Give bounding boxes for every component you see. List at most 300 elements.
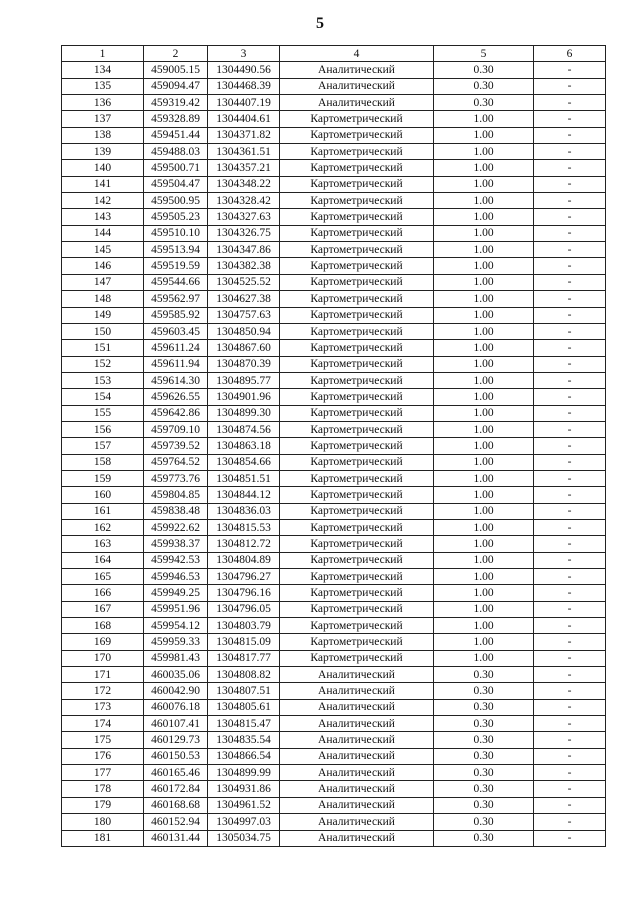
cell-y-coordinate: 1304371.82 <box>208 127 280 143</box>
cell-note: - <box>534 62 606 78</box>
cell-point-number: 153 <box>62 372 144 388</box>
cell-point-number: 160 <box>62 487 144 503</box>
cell-x-coordinate: 459519.59 <box>144 258 208 274</box>
cell-y-coordinate: 1304895.77 <box>208 372 280 388</box>
cell-x-coordinate: 459739.52 <box>144 438 208 454</box>
cell-y-coordinate: 1304961.52 <box>208 797 280 813</box>
cell-point-number: 165 <box>62 569 144 585</box>
cell-note: - <box>534 519 606 535</box>
cell-point-number: 140 <box>62 160 144 176</box>
cell-point-number: 169 <box>62 634 144 650</box>
cell-note: - <box>534 454 606 470</box>
cell-point-number: 175 <box>62 732 144 748</box>
cell-y-coordinate: 1304796.27 <box>208 569 280 585</box>
cell-point-number: 157 <box>62 438 144 454</box>
cell-y-coordinate: 1304851.51 <box>208 470 280 486</box>
table-row <box>62 748 606 764</box>
cell-method: Картометрический <box>280 242 434 258</box>
cell-note: - <box>534 585 606 601</box>
cell-note: - <box>534 389 606 405</box>
cell-accuracy: 0.30 <box>434 797 534 813</box>
cell-accuracy: 1.00 <box>434 421 534 437</box>
cell-point-number: 180 <box>62 814 144 830</box>
cell-x-coordinate: 459614.30 <box>144 372 208 388</box>
cell-y-coordinate: 1304867.60 <box>208 340 280 356</box>
table-row <box>62 274 606 290</box>
cell-note: - <box>534 797 606 813</box>
cell-method: Картометрический <box>280 634 434 650</box>
cell-x-coordinate: 459773.76 <box>144 470 208 486</box>
cell-y-coordinate: 1304815.47 <box>208 716 280 732</box>
table-row <box>62 356 606 372</box>
cell-method: Картометрический <box>280 585 434 601</box>
cell-note: - <box>534 667 606 683</box>
cell-point-number: 134 <box>62 62 144 78</box>
cell-note: - <box>534 732 606 748</box>
cell-note: - <box>534 372 606 388</box>
cell-y-coordinate: 1304836.03 <box>208 503 280 519</box>
table-row <box>62 78 606 94</box>
table-row <box>62 601 606 617</box>
cell-accuracy: 1.00 <box>434 454 534 470</box>
table-row <box>62 421 606 437</box>
cell-note: - <box>534 307 606 323</box>
cell-point-number: 155 <box>62 405 144 421</box>
cell-method: Картометрический <box>280 569 434 585</box>
cell-accuracy: 1.00 <box>434 618 534 634</box>
header-col-2: 2 <box>144 46 208 62</box>
cell-note: - <box>534 405 606 421</box>
cell-x-coordinate: 459544.66 <box>144 274 208 290</box>
cell-accuracy: 0.30 <box>434 716 534 732</box>
cell-x-coordinate: 459319.42 <box>144 95 208 111</box>
cell-point-number: 170 <box>62 650 144 666</box>
cell-point-number: 150 <box>62 323 144 339</box>
cell-method: Картометрический <box>280 111 434 127</box>
cell-accuracy: 1.00 <box>434 438 534 454</box>
cell-x-coordinate: 459562.97 <box>144 291 208 307</box>
header-col-3: 3 <box>208 46 280 62</box>
table-row <box>62 127 606 143</box>
cell-point-number: 147 <box>62 274 144 290</box>
cell-note: - <box>534 193 606 209</box>
table-row <box>62 830 606 846</box>
cell-point-number: 141 <box>62 176 144 192</box>
cell-accuracy: 1.00 <box>434 536 534 552</box>
cell-y-coordinate: 1304468.39 <box>208 78 280 94</box>
cell-accuracy: 1.00 <box>434 111 534 127</box>
cell-x-coordinate: 460035.06 <box>144 667 208 683</box>
cell-accuracy: 0.30 <box>434 765 534 781</box>
cell-y-coordinate: 1304525.52 <box>208 274 280 290</box>
cell-accuracy: 0.30 <box>434 78 534 94</box>
cell-method: Картометрический <box>280 470 434 486</box>
cell-y-coordinate: 1304407.19 <box>208 95 280 111</box>
table-row <box>62 389 606 405</box>
cell-accuracy: 1.00 <box>434 209 534 225</box>
table-row <box>62 487 606 503</box>
cell-accuracy: 1.00 <box>434 340 534 356</box>
cell-y-coordinate: 1304870.39 <box>208 356 280 372</box>
cell-x-coordinate: 459500.95 <box>144 193 208 209</box>
cell-point-number: 158 <box>62 454 144 470</box>
cell-point-number: 172 <box>62 683 144 699</box>
cell-point-number: 149 <box>62 307 144 323</box>
cell-note: - <box>534 650 606 666</box>
cell-accuracy: 1.00 <box>434 258 534 274</box>
cell-method: Аналитический <box>280 62 434 78</box>
cell-accuracy: 1.00 <box>434 470 534 486</box>
cell-note: - <box>534 634 606 650</box>
table-row <box>62 536 606 552</box>
cell-method: Картометрический <box>280 650 434 666</box>
cell-method: Картометрический <box>280 454 434 470</box>
cell-accuracy: 0.30 <box>434 667 534 683</box>
cell-x-coordinate: 459938.37 <box>144 536 208 552</box>
cell-x-coordinate: 459505.23 <box>144 209 208 225</box>
cell-note: - <box>534 258 606 274</box>
cell-method: Аналитический <box>280 716 434 732</box>
cell-point-number: 142 <box>62 193 144 209</box>
cell-accuracy: 1.00 <box>434 242 534 258</box>
table-row <box>62 323 606 339</box>
table-row <box>62 160 606 176</box>
cell-method: Картометрический <box>280 258 434 274</box>
cell-accuracy: 1.00 <box>434 405 534 421</box>
cell-y-coordinate: 1304361.51 <box>208 144 280 160</box>
cell-y-coordinate: 1304899.99 <box>208 765 280 781</box>
cell-x-coordinate: 459959.33 <box>144 634 208 650</box>
cell-method: Аналитический <box>280 667 434 683</box>
table-row <box>62 209 606 225</box>
table-row <box>62 372 606 388</box>
cell-y-coordinate: 1304815.09 <box>208 634 280 650</box>
table-row <box>62 519 606 535</box>
cell-method: Аналитический <box>280 732 434 748</box>
cell-note: - <box>534 438 606 454</box>
cell-y-coordinate: 1304796.05 <box>208 601 280 617</box>
table-row <box>62 193 606 209</box>
cell-x-coordinate: 460165.46 <box>144 765 208 781</box>
table-row <box>62 470 606 486</box>
cell-note: - <box>534 765 606 781</box>
cell-accuracy: 0.30 <box>434 814 534 830</box>
cell-note: - <box>534 601 606 617</box>
cell-y-coordinate: 1304863.18 <box>208 438 280 454</box>
cell-y-coordinate: 1304874.56 <box>208 421 280 437</box>
cell-x-coordinate: 459611.24 <box>144 340 208 356</box>
cell-x-coordinate: 459946.53 <box>144 569 208 585</box>
cell-y-coordinate: 1304326.75 <box>208 225 280 241</box>
cell-note: - <box>534 536 606 552</box>
table-row <box>62 405 606 421</box>
cell-method: Аналитический <box>280 781 434 797</box>
cell-method: Картометрический <box>280 127 434 143</box>
cell-method: Картометрический <box>280 307 434 323</box>
cell-accuracy: 1.00 <box>434 519 534 535</box>
cell-y-coordinate: 1304817.77 <box>208 650 280 666</box>
cell-y-coordinate: 1304348.22 <box>208 176 280 192</box>
cell-x-coordinate: 459513.94 <box>144 242 208 258</box>
table-row <box>62 307 606 323</box>
table-row <box>62 634 606 650</box>
cell-method: Картометрический <box>280 421 434 437</box>
table-row <box>62 814 606 830</box>
header-col-6: 6 <box>534 46 606 62</box>
cell-x-coordinate: 459951.96 <box>144 601 208 617</box>
cell-note: - <box>534 569 606 585</box>
header-row <box>62 46 606 62</box>
cell-accuracy: 1.00 <box>434 569 534 585</box>
cell-point-number: 167 <box>62 601 144 617</box>
cell-point-number: 143 <box>62 209 144 225</box>
cell-method: Картометрический <box>280 144 434 160</box>
cell-x-coordinate: 460172.84 <box>144 781 208 797</box>
table-row <box>62 95 606 111</box>
cell-y-coordinate: 1304866.54 <box>208 748 280 764</box>
cell-x-coordinate: 460042.90 <box>144 683 208 699</box>
cell-method: Картометрический <box>280 209 434 225</box>
cell-point-number: 135 <box>62 78 144 94</box>
cell-note: - <box>534 127 606 143</box>
cell-accuracy: 1.00 <box>434 372 534 388</box>
cell-note: - <box>534 716 606 732</box>
cell-x-coordinate: 459804.85 <box>144 487 208 503</box>
cell-y-coordinate: 1304803.79 <box>208 618 280 634</box>
table-row <box>62 176 606 192</box>
cell-accuracy: 0.30 <box>434 732 534 748</box>
cell-method: Аналитический <box>280 748 434 764</box>
cell-accuracy: 1.00 <box>434 307 534 323</box>
cell-x-coordinate: 460129.73 <box>144 732 208 748</box>
cell-accuracy: 1.00 <box>434 389 534 405</box>
cell-y-coordinate: 1304844.12 <box>208 487 280 503</box>
table-row <box>62 781 606 797</box>
table-row <box>62 585 606 601</box>
cell-note: - <box>534 552 606 568</box>
cell-point-number: 181 <box>62 830 144 846</box>
cell-point-number: 178 <box>62 781 144 797</box>
cell-accuracy: 1.00 <box>434 634 534 650</box>
cell-y-coordinate: 1304815.53 <box>208 519 280 535</box>
cell-method: Картометрический <box>280 601 434 617</box>
cell-x-coordinate: 459500.71 <box>144 160 208 176</box>
cell-point-number: 168 <box>62 618 144 634</box>
cell-x-coordinate: 459488.03 <box>144 144 208 160</box>
cell-accuracy: 1.00 <box>434 650 534 666</box>
cell-point-number: 144 <box>62 225 144 241</box>
cell-note: - <box>534 78 606 94</box>
cell-method: Картометрический <box>280 438 434 454</box>
cell-method: Аналитический <box>280 830 434 846</box>
cell-x-coordinate: 459626.55 <box>144 389 208 405</box>
cell-y-coordinate: 1304627.38 <box>208 291 280 307</box>
cell-method: Аналитический <box>280 814 434 830</box>
cell-note: - <box>534 683 606 699</box>
cell-y-coordinate: 1304931.86 <box>208 781 280 797</box>
cell-note: - <box>534 291 606 307</box>
header-col-1: 1 <box>62 46 144 62</box>
cell-y-coordinate: 1304835.54 <box>208 732 280 748</box>
cell-accuracy: 1.00 <box>434 356 534 372</box>
cell-y-coordinate: 1304804.89 <box>208 552 280 568</box>
cell-y-coordinate: 1304328.42 <box>208 193 280 209</box>
cell-accuracy: 1.00 <box>434 601 534 617</box>
cell-x-coordinate: 459942.53 <box>144 552 208 568</box>
cell-method: Картометрический <box>280 340 434 356</box>
cell-x-coordinate: 459094.47 <box>144 78 208 94</box>
cell-point-number: 166 <box>62 585 144 601</box>
cell-x-coordinate: 459981.43 <box>144 650 208 666</box>
cell-y-coordinate: 1304812.72 <box>208 536 280 552</box>
table-row <box>62 258 606 274</box>
cell-note: - <box>534 748 606 764</box>
cell-x-coordinate: 459949.25 <box>144 585 208 601</box>
table-row <box>62 797 606 813</box>
table-row <box>62 552 606 568</box>
cell-method: Картометрический <box>280 536 434 552</box>
cell-method: Картометрический <box>280 372 434 388</box>
cell-x-coordinate: 459709.10 <box>144 421 208 437</box>
cell-point-number: 156 <box>62 421 144 437</box>
header-col-5: 5 <box>434 46 534 62</box>
cell-x-coordinate: 459005.15 <box>144 62 208 78</box>
table-header <box>62 46 606 62</box>
cell-accuracy: 0.30 <box>434 748 534 764</box>
table-row <box>62 699 606 715</box>
cell-x-coordinate: 459764.52 <box>144 454 208 470</box>
cell-x-coordinate: 459585.92 <box>144 307 208 323</box>
cell-point-number: 174 <box>62 716 144 732</box>
cell-x-coordinate: 459954.12 <box>144 618 208 634</box>
cell-method: Картометрический <box>280 389 434 405</box>
cell-y-coordinate: 1304796.16 <box>208 585 280 601</box>
cell-y-coordinate: 1304357.21 <box>208 160 280 176</box>
cell-method: Картометрический <box>280 356 434 372</box>
cell-x-coordinate: 460131.44 <box>144 830 208 846</box>
cell-accuracy: 0.30 <box>434 62 534 78</box>
cell-y-coordinate: 1304404.61 <box>208 111 280 127</box>
cell-method: Картометрический <box>280 552 434 568</box>
cell-accuracy: 1.00 <box>434 160 534 176</box>
cell-accuracy: 1.00 <box>434 503 534 519</box>
cell-x-coordinate: 459504.47 <box>144 176 208 192</box>
cell-method: Аналитический <box>280 765 434 781</box>
cell-point-number: 136 <box>62 95 144 111</box>
cell-x-coordinate: 459328.89 <box>144 111 208 127</box>
cell-method: Картометрический <box>280 274 434 290</box>
cell-method: Картометрический <box>280 291 434 307</box>
cell-x-coordinate: 460076.18 <box>144 699 208 715</box>
cell-point-number: 137 <box>62 111 144 127</box>
cell-accuracy: 0.30 <box>434 830 534 846</box>
cell-y-coordinate: 1304347.86 <box>208 242 280 258</box>
cell-accuracy: 1.00 <box>434 225 534 241</box>
cell-note: - <box>534 618 606 634</box>
cell-accuracy: 1.00 <box>434 487 534 503</box>
cell-note: - <box>534 242 606 258</box>
cell-y-coordinate: 1304997.03 <box>208 814 280 830</box>
cell-method: Аналитический <box>280 797 434 813</box>
cell-note: - <box>534 323 606 339</box>
cell-note: - <box>534 699 606 715</box>
table-row <box>62 716 606 732</box>
table-row <box>62 650 606 666</box>
cell-point-number: 179 <box>62 797 144 813</box>
cell-point-number: 162 <box>62 519 144 535</box>
table-row <box>62 225 606 241</box>
cell-y-coordinate: 1304899.30 <box>208 405 280 421</box>
cell-x-coordinate: 460107.41 <box>144 716 208 732</box>
cell-x-coordinate: 459510.10 <box>144 225 208 241</box>
cell-point-number: 159 <box>62 470 144 486</box>
cell-x-coordinate: 459603.45 <box>144 323 208 339</box>
cell-note: - <box>534 225 606 241</box>
cell-method: Картометрический <box>280 519 434 535</box>
cell-method: Картометрический <box>280 225 434 241</box>
cell-y-coordinate: 1304382.38 <box>208 258 280 274</box>
cell-point-number: 148 <box>62 291 144 307</box>
table-row <box>62 569 606 585</box>
table-row <box>62 340 606 356</box>
cell-point-number: 152 <box>62 356 144 372</box>
cell-accuracy: 1.00 <box>434 127 534 143</box>
cell-y-coordinate: 1304805.61 <box>208 699 280 715</box>
cell-method: Картометрический <box>280 193 434 209</box>
table-row <box>62 618 606 634</box>
cell-note: - <box>534 356 606 372</box>
cell-x-coordinate: 459611.94 <box>144 356 208 372</box>
cell-point-number: 163 <box>62 536 144 552</box>
cell-accuracy: 0.30 <box>434 781 534 797</box>
table-row <box>62 242 606 258</box>
cell-method: Аналитический <box>280 683 434 699</box>
cell-y-coordinate: 1304807.51 <box>208 683 280 699</box>
cell-point-number: 171 <box>62 667 144 683</box>
page-number: 5 <box>316 15 324 32</box>
cell-y-coordinate: 1304808.82 <box>208 667 280 683</box>
cell-accuracy: 1.00 <box>434 144 534 160</box>
cell-point-number: 151 <box>62 340 144 356</box>
cell-note: - <box>534 274 606 290</box>
cell-point-number: 145 <box>62 242 144 258</box>
cell-x-coordinate: 460168.68 <box>144 797 208 813</box>
cell-note: - <box>534 209 606 225</box>
cell-point-number: 173 <box>62 699 144 715</box>
cell-method: Картометрический <box>280 503 434 519</box>
table-row <box>62 111 606 127</box>
cell-note: - <box>534 814 606 830</box>
cell-x-coordinate: 459642.86 <box>144 405 208 421</box>
cell-method: Картометрический <box>280 176 434 192</box>
cell-note: - <box>534 95 606 111</box>
table-row <box>62 144 606 160</box>
cell-point-number: 154 <box>62 389 144 405</box>
cell-note: - <box>534 421 606 437</box>
cell-accuracy: 1.00 <box>434 585 534 601</box>
cell-x-coordinate: 459922.62 <box>144 519 208 535</box>
table-row <box>62 765 606 781</box>
cell-point-number: 139 <box>62 144 144 160</box>
table-row <box>62 683 606 699</box>
table-row <box>62 438 606 454</box>
cell-note: - <box>534 781 606 797</box>
cell-y-coordinate: 1304757.63 <box>208 307 280 323</box>
cell-accuracy: 1.00 <box>434 176 534 192</box>
cell-note: - <box>534 144 606 160</box>
cell-method: Аналитический <box>280 95 434 111</box>
cell-method: Картометрический <box>280 618 434 634</box>
